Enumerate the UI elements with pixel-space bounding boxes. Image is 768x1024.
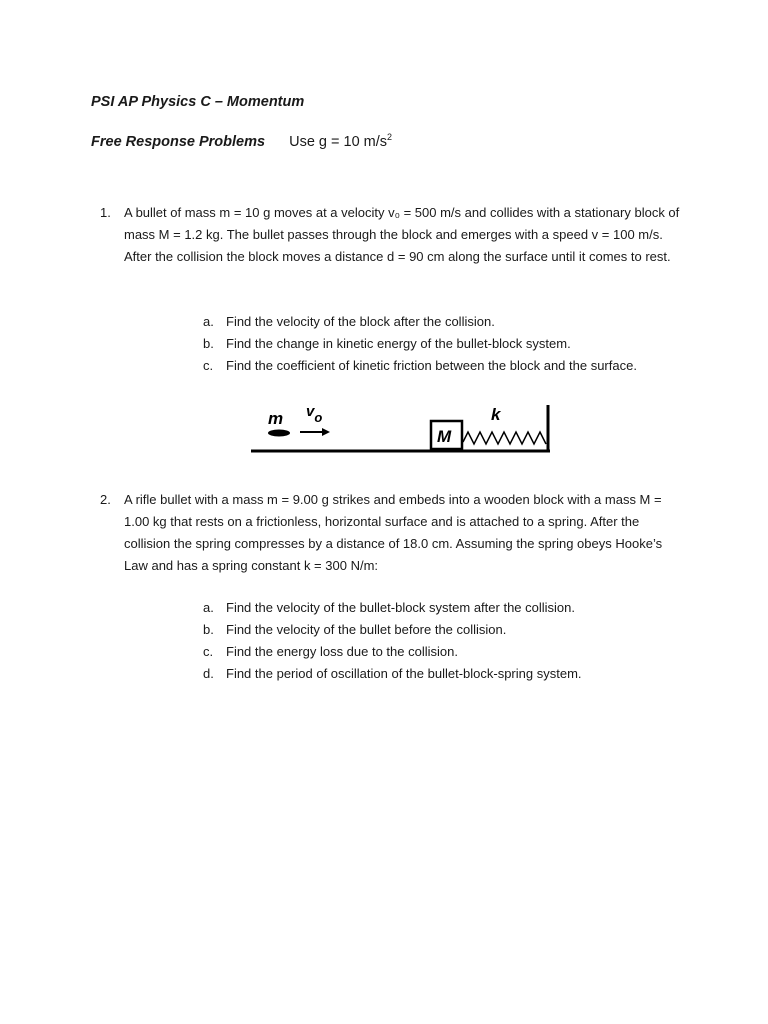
gravity-prefix: Use g = 10 m/s [289,133,388,150]
part-letter: d. [203,666,214,681]
part-letter: a. [203,600,214,615]
part-letter: b. [203,622,214,637]
part-item [203,355,637,377]
part-letter: c. [203,358,214,373]
gravity-exponent: 2 [387,132,393,142]
problem-text: A rifle bullet with a mass m = 9.00 g strikes and embeds into a wooden block with a mass M = 1.00 kg that rests on a frictionless, horizontal surface and is attached to a spring. After the collision the spring compresses by a distance of 18.0 cm. Assuming the spring obeys Hooke’s Law and has a spring constant k = 300 N/m: [124,492,663,573]
bullet-mass-label: m [268,409,284,428]
part-text: Find the velocity of the bullet before the collision. [226,622,507,637]
part-text: Find the coefficient of kinetic friction between the block and the surface. [226,358,637,373]
problem-1 [100,202,680,268]
part-letter: c. [203,644,214,659]
part-text: Find the period of oscillation of the bullet-block-spring system. [226,666,582,681]
part-text: Find the energy loss due to the collision. [226,644,458,659]
velocity-arrow-head [322,428,330,436]
part-item [203,619,582,641]
spring-coil [463,432,546,444]
part-item [203,311,637,333]
bullet-shape [268,430,290,437]
problem-text: A bullet of mass m = 10 g moves at a velocity v₀ = 500 m/s and collides with a stationary block of mass M = 1.2 kg. The bullet passes through the block and emerges with a speed v = 100 m/s. After the collision the block moves a distance d = 90 cm along the surface until it comes to rest. [124,205,680,264]
part-text: Find the change in kinetic energy of the bullet-block system. [226,336,571,351]
part-letter: b. [203,336,214,351]
problem-number: 1. [100,205,111,220]
page-title: PSI AP Physics C – Momentum [91,94,305,110]
part-item [203,641,582,663]
part-text: Find the velocity of the block after the collision. [226,314,495,329]
block-mass-label: M [437,427,452,446]
problem-2 [100,489,680,577]
section-title: Free Response Problems [91,133,266,150]
part-text: Find the velocity of the bullet-block system after the collision. [226,600,575,615]
problem-1-parts [203,311,637,377]
velocity-symbol: v [306,403,315,420]
subtitle-row [91,132,392,150]
part-letter: a. [203,314,214,329]
gravity-note [289,134,392,150]
spring-constant-label: k [491,405,501,424]
bullet-block-spring-diagram [248,400,554,458]
problem-2-parts [203,597,582,685]
velocity-subscript: o [314,410,323,425]
part-item [203,597,582,619]
problem-number: 2. [100,492,111,507]
velocity-label [306,403,322,425]
part-item [203,663,582,685]
part-item [203,333,637,355]
